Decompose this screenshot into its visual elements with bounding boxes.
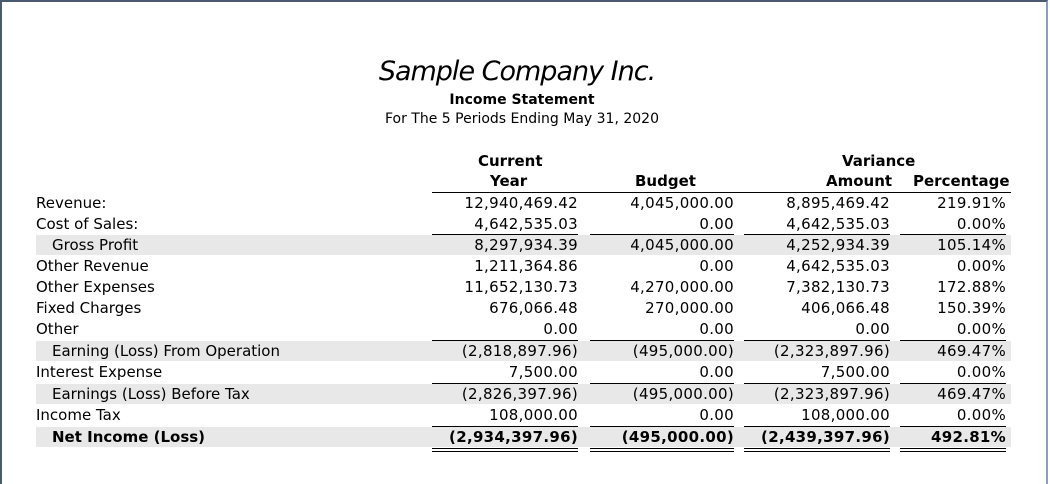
cell-fixed-pct: 150.39% — [937, 299, 1006, 317]
dbl-line-b-c3 — [744, 451, 890, 452]
header-budget: Budget — [635, 172, 696, 190]
cell-other-budget: 0.00 — [699, 320, 734, 338]
header-variance: Variance — [842, 152, 916, 170]
dbl-line-a-c2 — [590, 448, 734, 449]
cell-tax-budget: 0.00 — [699, 406, 734, 424]
header-amount: Amount — [826, 172, 893, 190]
row-label-cost-of-sales: Cost of Sales: — [36, 215, 139, 233]
cell-other-revenue-pct: 0.00% — [956, 257, 1006, 275]
cell-fixed-amount: 406,066.48 — [801, 299, 890, 317]
cell-revenue-pct: 219.91% — [937, 194, 1006, 212]
row-label-other-revenue: Other Revenue — [36, 257, 149, 275]
cell-interest-budget: 0.00 — [699, 363, 734, 381]
cell-earning-op-current: (2,818,897.96) — [461, 342, 578, 360]
cell-interest-pct: 0.00% — [956, 363, 1006, 381]
header-current-line1: Current — [478, 152, 543, 170]
cell-other-revenue-current: 1,211,364.86 — [474, 257, 578, 275]
row-label-other-expenses: Other Expenses — [36, 278, 155, 296]
cell-fixed-budget: 270,000.00 — [645, 299, 734, 317]
report-title: Income Statement — [449, 92, 595, 108]
row-label-other: Other — [36, 320, 79, 338]
row-label-interest-expense: Interest Expense — [36, 363, 163, 381]
cell-cost-pct: 0.00% — [956, 215, 1006, 233]
cell-net-budget: (495,000.00) — [621, 428, 734, 446]
cell-gross-current: 8,297,934.39 — [474, 236, 578, 254]
row-label-net-income: Net Income (Loss) — [52, 428, 206, 446]
row-label-fixed-charges: Fixed Charges — [36, 299, 142, 317]
cell-net-current: (2,934,397.96) — [449, 428, 578, 446]
header-current-line2: Year — [490, 172, 528, 190]
dbl-line-a-c1 — [432, 448, 578, 449]
cell-other-pct: 0.00% — [956, 320, 1006, 338]
row-label-gross-profit: Gross Profit — [52, 236, 139, 254]
cell-ebt-current: (2,826,397.96) — [461, 385, 578, 403]
cell-earning-op-pct: 469.47% — [937, 342, 1006, 360]
header-percentage: Percentage — [913, 172, 1010, 190]
cell-gross-amount: 4,252,934.39 — [786, 236, 890, 254]
dbl-line-b-c1 — [432, 451, 578, 452]
cell-other-revenue-amount: 4,642,535.03 — [786, 257, 890, 275]
row-label-income-tax: Income Tax — [36, 406, 121, 424]
dbl-line-b-c2 — [590, 451, 734, 452]
cell-revenue-amount: 8,895,469.42 — [786, 194, 890, 212]
cell-other-expenses-current: 11,652,130.73 — [464, 278, 578, 296]
row-label-earning-operation: Earning (Loss) From Operation — [52, 342, 280, 360]
cell-other-expenses-pct: 172.88% — [937, 278, 1006, 296]
report-subtitle: For The 5 Periods Ending May 31, 2020 — [384, 111, 659, 127]
cell-net-pct: 492.81% — [930, 428, 1006, 446]
cell-ebt-amount: (2,323,897.96) — [773, 385, 890, 403]
cell-cost-amount: 4,642,535.03 — [786, 215, 890, 233]
dbl-line-b-c4 — [900, 451, 1006, 452]
cell-gross-budget: 4,045,000.00 — [630, 236, 734, 254]
cell-tax-pct: 0.00% — [956, 406, 1006, 424]
cell-tax-amount: 108,000.00 — [801, 406, 890, 424]
cell-net-amount: (2,439,397.96) — [761, 428, 890, 446]
cell-other-expenses-budget: 4,270,000.00 — [630, 278, 734, 296]
cell-other-revenue-budget: 0.00 — [699, 257, 734, 275]
cell-ebt-pct: 469.47% — [937, 385, 1006, 403]
row-label-earnings-before-tax: Earnings (Loss) Before Tax — [52, 385, 250, 403]
dbl-line-a-c3 — [744, 448, 890, 449]
cell-tax-current: 108,000.00 — [489, 406, 578, 424]
cell-cost-budget: 0.00 — [699, 215, 734, 233]
dbl-line-a-c4 — [900, 448, 1006, 449]
cell-other-amount: 0.00 — [855, 320, 890, 338]
cell-cost-current: 4,642,535.03 — [474, 215, 578, 233]
row-label-revenue: Revenue: — [36, 194, 107, 212]
cell-other-current: 0.00 — [543, 320, 578, 338]
cell-gross-pct: 105.14% — [937, 236, 1006, 254]
cell-earning-op-budget: (495,000.00) — [632, 342, 734, 360]
cell-fixed-current: 676,066.48 — [489, 299, 578, 317]
cell-revenue-current: 12,940,469.42 — [464, 194, 578, 212]
cell-ebt-budget: (495,000.00) — [632, 385, 734, 403]
company-name: Sample Company Inc. — [378, 56, 656, 87]
cell-other-expenses-amount: 7,382,130.73 — [786, 278, 890, 296]
cell-interest-amount: 7,500.00 — [820, 363, 890, 381]
cell-interest-current: 7,500.00 — [508, 363, 578, 381]
cell-earning-op-amount: (2,323,897.96) — [773, 342, 890, 360]
cell-revenue-budget: 4,045,000.00 — [630, 194, 734, 212]
